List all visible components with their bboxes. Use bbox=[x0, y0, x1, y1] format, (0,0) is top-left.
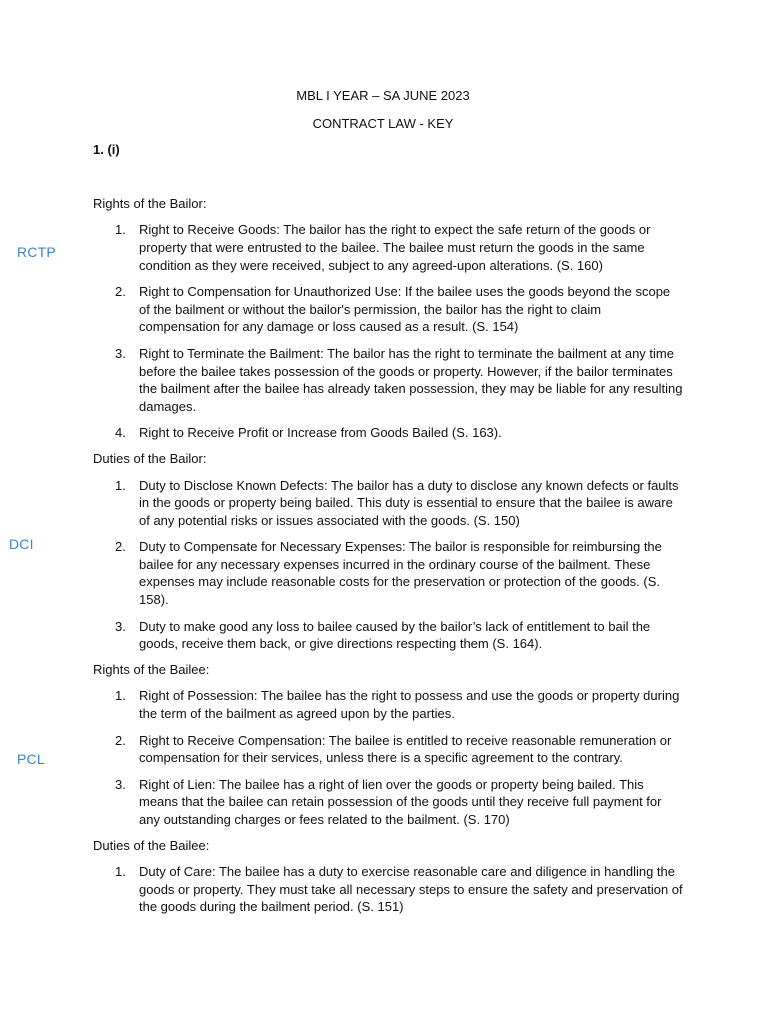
section-heading-duties-of-bailor: Duties of the Bailor: bbox=[93, 450, 207, 466]
list-item-text: Right to Compensation for Unauthorized Use: If the bailee uses the goods beyond the scope of the bailment or without the bailor's permission, the bailor has the right to claim compensation for any damage or loss caused as a result. (S. 154) bbox=[139, 284, 671, 335]
list-item bbox=[93, 477, 683, 530]
list-item bbox=[93, 283, 683, 336]
list-item-text: Duty of Care: The bailee has a duty to exercise reasonable care and diligence in handling the goods or property. They must take all necessary steps to ensure the safety and preservation of the goods during the bailment period. (S. 151) bbox=[139, 864, 683, 915]
document-body bbox=[93, 87, 683, 916]
list-item-text: Right to Receive Goods: The bailor has the right to expect the safe return of the goods or property that were entrusted to the bailee. The bailee must return the goods in the same condition as they were received, subject to any agreed-upon alterations. (S. 160) bbox=[139, 222, 651, 273]
section-heading-duties-of-bailee: Duties of the Bailee: bbox=[93, 837, 210, 853]
list-item-number: 3. bbox=[115, 776, 126, 792]
list-item-number: 2. bbox=[115, 539, 126, 555]
list-item bbox=[93, 221, 683, 274]
list-item bbox=[93, 424, 683, 442]
list-item bbox=[93, 863, 683, 916]
list-item-text: Duty to Disclose Known Defects: The bailor has a duty to disclose any known defects or faults in the goods or property being bailed. This duty is essential to ensure that the bailee is aware of any potential risks or issues associated with the goods. (S. 150) bbox=[139, 477, 679, 528]
list-item-number: 3. bbox=[115, 618, 126, 634]
list-item-text: Right of Lien: The bailee has a right of lien over the goods or property being bailed. This means that the bailee can retain possession of the goods until they receive full payment for any outstanding charges or fees related to the bailment. (S. 170) bbox=[139, 776, 662, 827]
list-item-text: Right of Possession: The bailee has the right to possess and use the goods or property during the term of the bailment as agreed upon by the parties. bbox=[139, 688, 680, 722]
list-item-text: Duty to make good any loss to bailee caused by the bailor’s lack of entitlement to bail the goods, receive them back, or give directions respecting them (S. 164). bbox=[139, 618, 651, 652]
list-item-number: 1. bbox=[115, 688, 126, 704]
doc-title-line-1: MBL I YEAR – SA JUNE 2023 bbox=[296, 88, 470, 103]
list-duties-of-bailee bbox=[93, 863, 683, 916]
list-item-number: 4. bbox=[115, 425, 126, 441]
section-heading-rights-of-bailee: Rights of the Bailee: bbox=[93, 661, 210, 677]
list-item-number: 2. bbox=[115, 284, 126, 300]
list-item bbox=[93, 687, 683, 722]
question-number: 1. (i) bbox=[93, 142, 120, 158]
list-item-number: 1. bbox=[115, 222, 126, 238]
list-item bbox=[93, 345, 683, 415]
margin-note-pcl: PCL bbox=[17, 751, 45, 767]
list-item bbox=[93, 732, 683, 767]
list-item-number: 1. bbox=[115, 864, 126, 880]
doc-title-line-2: CONTRACT LAW - KEY bbox=[312, 115, 454, 131]
list-item-text: Duty to Compensate for Necessary Expenses: The bailor is responsible for reimbursing the bailee for any necessary expenses incurred in the ordinary course of the bailment. These expenses may include reasonable costs for the preservation or protection of the goods. (S. 158). bbox=[139, 539, 662, 608]
list-item-number: 3. bbox=[115, 345, 126, 361]
list-item-text: Right to Receive Profit or Increase from Goods Bailed (S. 163). bbox=[139, 425, 502, 441]
list-duties-of-bailor bbox=[93, 477, 683, 653]
margin-note-dci: DCI bbox=[9, 536, 34, 552]
list-item-text: Right to Terminate the Bailment: The bailor has the right to terminate the bailment at any time before the bailee takes possession of the goods or property. However, if the bailor terminates the bailment after the bailee has already taken possession, they may be liable for any resulting damages. bbox=[139, 345, 683, 414]
section-heading-rights-of-bailor: Rights of the Bailor: bbox=[93, 195, 207, 211]
list-item-number: 1. bbox=[115, 477, 126, 493]
list-rights-of-bailor bbox=[93, 221, 683, 442]
list-item bbox=[93, 618, 683, 653]
list-item bbox=[93, 776, 683, 829]
list-item-number: 2. bbox=[115, 732, 126, 748]
list-item-text: Right to Receive Compensation: The bailee is entitled to receive reasonable remuneration or compensation for their services, unless there is a specific agreement to the contrary. bbox=[139, 732, 672, 766]
list-item bbox=[93, 538, 683, 608]
margin-note-rctp: RCTP bbox=[17, 244, 56, 260]
list-rights-of-bailee bbox=[93, 687, 683, 828]
